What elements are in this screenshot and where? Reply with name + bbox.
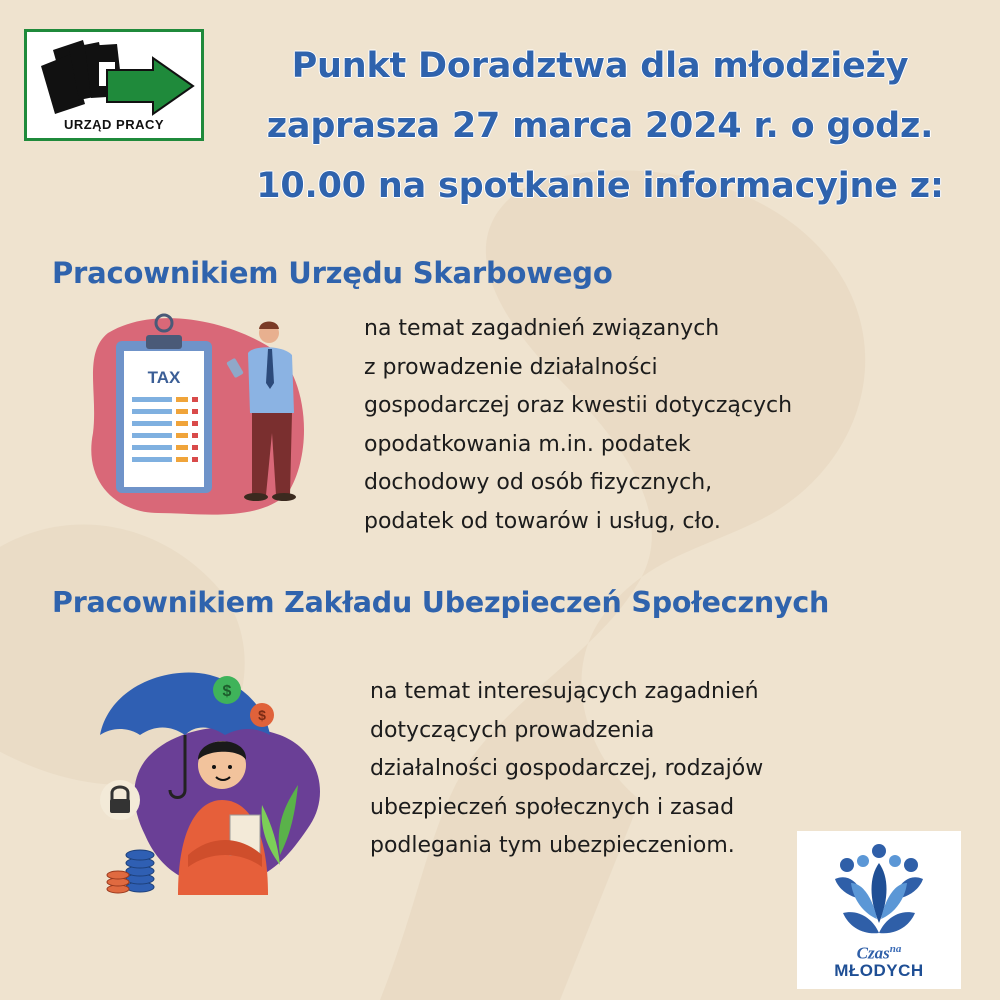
text-line: podlegania tym ubezpieczeniom. <box>370 833 735 858</box>
section1-heading: Pracownikiem Urzędu Skarbowego <box>52 256 613 290</box>
svg-text:$: $ <box>222 683 232 700</box>
section1-description <box>364 310 792 541</box>
people-lotus-icon <box>829 843 929 943</box>
text-line: na temat interesujących zagadnień <box>370 679 759 704</box>
text-line: z prowadzenie działalności <box>364 354 658 380</box>
title-line: zaprasza 27 marca 2024 r. o godz. <box>266 106 934 146</box>
text-line: dochodowy od osób fizycznych, <box>364 470 713 495</box>
section2-description <box>370 673 763 866</box>
text-line: działalności gospodarczej, rodzajów <box>370 756 764 781</box>
mlodych-logo-word: MŁODYCH <box>834 961 924 980</box>
text-line: dotyczących prowadzenia <box>370 717 655 743</box>
section2-heading: Pracownikiem Zakładu Ubezpieczeń Społecznych <box>52 586 830 619</box>
text-line: podatek od towarów i usług, cło. <box>364 508 721 534</box>
urzad-pracy-logo <box>24 29 204 141</box>
text-line: ubezpieczeń społecznych i zasad <box>370 794 735 820</box>
tax-document-illustration <box>88 313 308 518</box>
insurance-umbrella-illustration <box>90 665 330 905</box>
text-line: na temat zagadnień związanych <box>364 316 720 341</box>
text-line: opodatkowania m.in. podatek <box>364 431 691 457</box>
page-title <box>215 36 985 216</box>
title-line: 10.00 na spotkanie informacyjne z: <box>256 166 944 206</box>
arrow-logo-icon <box>35 38 195 120</box>
text-line: gospodarczej oraz kwestii dotyczących <box>364 393 793 418</box>
czas-na-mlodych-logo <box>797 831 961 989</box>
czas-logo-word: Czas$^{na}$ <box>856 943 902 963</box>
tax-label: TAX <box>147 368 181 387</box>
svg-text:$: $ <box>258 707 266 723</box>
title-line: Punkt Doradztwa dla młodzieży <box>291 46 909 86</box>
logo-text: URZĄD PRACY <box>63 117 165 132</box>
